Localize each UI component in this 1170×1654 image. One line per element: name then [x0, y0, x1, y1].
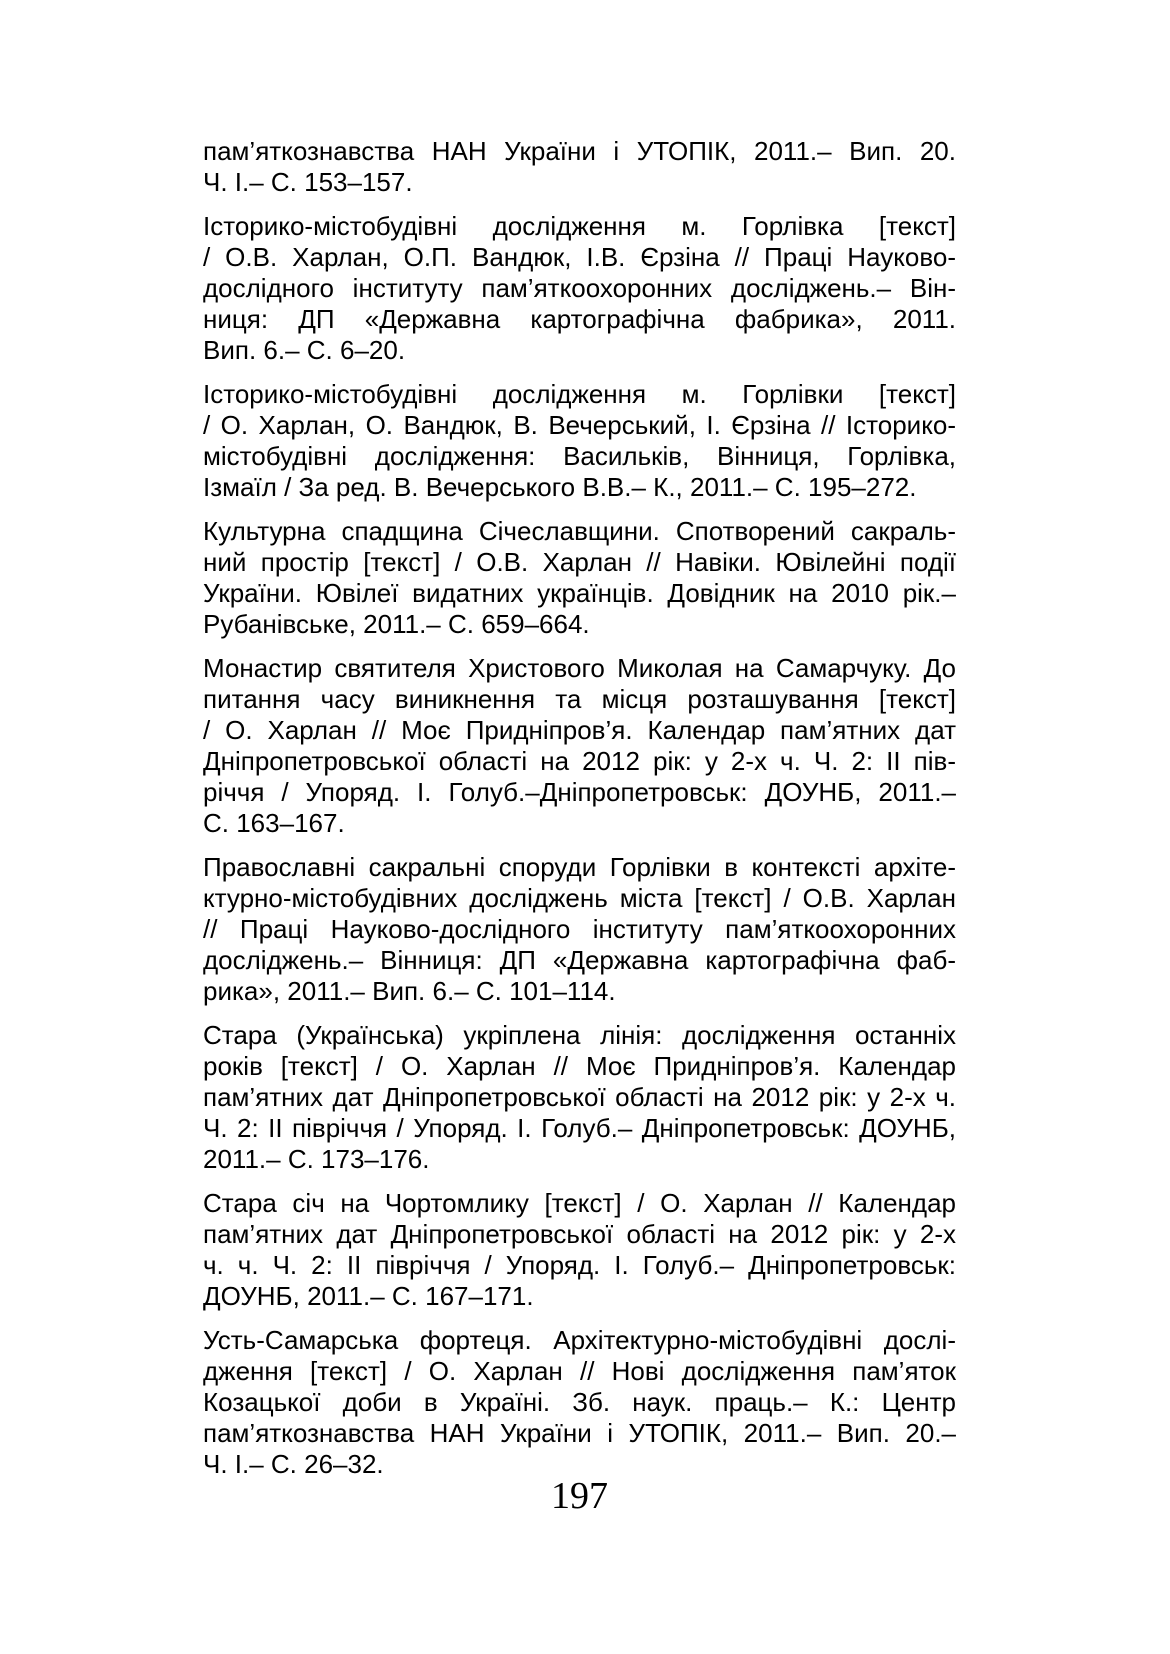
bibliography-entry-line: ний простір [текст] / О.В. Харлан // Навіки. Ювілейні події — [203, 547, 956, 577]
bibliography-entry — [203, 211, 956, 366]
bibliography-entry-line: рика», 2011.– Вип. 6.– С. 101–114. — [203, 976, 616, 1006]
bibliography-entry-line: Ч. І.– С. 153–157. — [203, 167, 413, 197]
bibliography-entry-line: пам’ятних дат Дніпропетровської області на 2012 рік: у 2-х — [203, 1219, 956, 1249]
bibliography-entry-line: Історико-містобудівні дослідження м. Горлівка [текст] — [203, 211, 956, 241]
bibliography-entry-line: Ч. І.– С. 26–32. — [203, 1449, 384, 1479]
bibliography-entry-line: Козацької доби в Україні. Зб. наук. праць.– К.: Центр — [203, 1387, 956, 1417]
bibliography-entry-line: Стара (Українська) укріплена лінія: дослідження останніх — [203, 1020, 956, 1050]
bibliography-entry-line: ДОУНБ, 2011.– С. 167–171. — [203, 1281, 534, 1311]
bibliography-entry-line: С. 163–167. — [203, 808, 345, 838]
bibliography-entry-line: ктурно-містобудівних досліджень міста [текст] / О.В. Харлан — [203, 883, 956, 913]
bibliography-list — [203, 136, 956, 1493]
bibliography-entry-line: Вип. 6.– С. 6–20. — [203, 335, 406, 365]
bibliography-entry-line: дослідного інституту пам’яткоохоронних досліджень.– Він- — [203, 273, 956, 303]
bibliography-entry — [203, 1020, 956, 1175]
bibliography-entry-line: / О. Харлан // Моє Придніпров’я. Календар пам’ятних дат — [203, 715, 956, 745]
bibliography-entry-line: // Праці Науково-дослідного інституту пам’яткоохоронних — [203, 914, 956, 944]
bibliography-entry-line: років [текст] / О. Харлан // Моє Придніпров’я. Календар — [203, 1051, 956, 1081]
bibliography-entry-line: 2011.– С. 173–176. — [203, 1144, 430, 1174]
bibliography-entry-line: ч. ч. Ч. 2: ІІ півріччя / Упоряд. І. Голуб.– Дніпропетровськ: — [203, 1250, 956, 1280]
page-number: 197 — [551, 1475, 608, 1517]
bibliography-entry — [203, 1188, 956, 1312]
bibliography-entry-line: Рубанівське, 2011.– С. 659–664. — [203, 609, 590, 639]
bibliography-entry-line: Ч. 2: ІІ півріччя / Упоряд. І. Голуб.– Дніпропетровськ: ДОУНБ, — [203, 1113, 956, 1143]
bibliography-entry-line: Стара січ на Чортомлику [текст] / О. Харлан // Календар — [203, 1188, 956, 1218]
bibliography-entry — [203, 1325, 956, 1480]
bibliography-entry — [203, 379, 956, 503]
bibliography-entry-line: Історико-містобудівні дослідження м. Горлівки [текст] — [203, 379, 956, 409]
bibliography-entry-line: пам’яткознавства НАН України і УТОПІК, 2011.– Вип. 20. — [203, 136, 956, 166]
bibliography-entry-line: питання часу виникнення та місця розташування [текст] — [203, 684, 956, 714]
bibliography-entry-line: дження [текст] / О. Харлан // Нові дослідження пам’яток — [203, 1356, 956, 1386]
bibliography-entry-line: / О. Харлан, О. Вандюк, В. Вечерський, І. Єрзіна // Історико- — [203, 410, 956, 440]
bibliography-entry — [203, 136, 956, 198]
bibliography-entry-line: пам’яткознавства НАН України і УТОПІК, 2011.– Вип. 20.– — [203, 1418, 956, 1448]
bibliography-entry-line: містобудівні дослідження: Васильків, Вінниця, Горлівка, — [203, 441, 956, 471]
bibliography-entry-line: Монастир святителя Христового Миколая на Самарчуку. До — [203, 653, 956, 683]
bibliography-entry-line: досліджень.– Вінниця: ДП «Державна картографічна фаб- — [203, 945, 956, 975]
bibliography-entry-line: пам’ятних дат Дніпропетровської області на 2012 рік: у 2-х ч. — [203, 1082, 956, 1112]
bibliography-entry-line: Культурна спадщина Січеславщини. Спотворений сакраль- — [203, 516, 956, 546]
bibliography-entry-line: Православні сакральні споруди Горлівки в контексті архіте- — [203, 852, 956, 882]
bibliography-entry-line: Ізмаїл / За ред. В. Вечерського В.В.– К., 2011.– С. 195–272. — [203, 472, 917, 502]
bibliography-entry — [203, 653, 956, 839]
bibliography-entry-line: України. Ювілеї видатних українців. Довідник на 2010 рік.– — [203, 578, 956, 608]
bibliography-entry — [203, 852, 956, 1007]
bibliography-entry-line: Дніпропетровської області на 2012 рік: у 2-х ч. Ч. 2: ІІ пів- — [203, 746, 956, 776]
bibliography-entry-line: / О.В. Харлан, О.П. Вандюк, І.В. Єрзіна // Праці Науково- — [203, 242, 956, 272]
bibliography-entry — [203, 516, 956, 640]
bibliography-entry-line: річчя / Упоряд. І. Голуб.–Дніпропетровськ: ДОУНБ, 2011.– — [203, 777, 956, 807]
bibliography-entry-line: ниця: ДП «Державна картографічна фабрика», 2011. — [203, 304, 956, 334]
bibliography-entry-line: Усть-Самарська фортеця. Архітектурно-містобудівні дослі- — [203, 1325, 956, 1355]
